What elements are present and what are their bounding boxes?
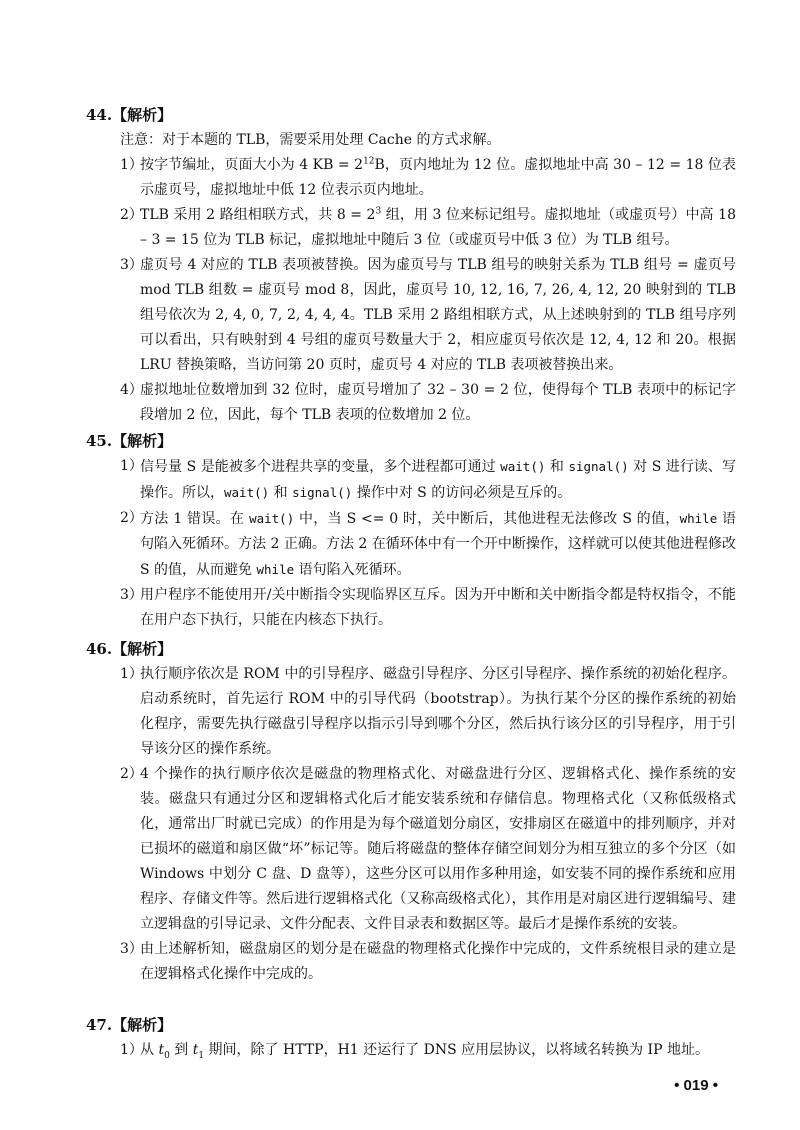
item-number: 4） [120,382,143,398]
subscript: 0 [164,1050,170,1061]
item-text: 从 [140,1042,159,1058]
item-text: 虚页号 4 对应的 TLB 表项被替换。因为虚页号与 TLB 组号的映射关系为 TLB 组号 = 虚页号 mod TLB 组数 = 虚页号 mod 8，因此，虚页号 10, 12, 16, 7, 26, 4, 12, 20 映射到的 TLB 组号依次为 2, 4, 0, 7, 2, 4, 4, 4。TLB 采用 2 路组相联方式，从上述映射到的 TLB 组号序列可以看出，只有映射到 4 号组的虚页号数量大于 2，相应虚页号依次是 12, 4, 12 和 20。根据 LRU 替换策略，当访问第 20 页时，虚页号 4 对应的 TLB 表项被替换出来。 [140,257,736,373]
question-44-item-4 [86,378,736,428]
question-47 [86,1012,736,1063]
item-text: 操作中对 S 的访问必须是互斥的。 [352,485,572,501]
item-number: 2） [120,207,143,223]
item-text: 由上述解析知，磁盘扇区的划分是在磁盘的物理格式化操作中完成的，文件系统根目录的建立是在逻辑格式化操作中完成的。 [140,941,736,982]
code-while: while [679,511,718,526]
variable-t: t [192,1042,199,1058]
question-44 [86,102,736,428]
item-text: 中，当 S <= 0 时，关中断后，其他进程无法修改 S 的值， [294,511,680,527]
superscript: 3 [375,206,382,217]
item-text: 和 [269,485,293,501]
item-text: 按字节编址，页面大小为 4 KB = 2 [140,157,364,173]
question-45-item-1 [86,454,736,506]
item-number: 3） [120,941,143,957]
item-text: 执行顺序依次是 ROM 中的引导程序、磁盘引导程序、分区引导程序、操作系统的初始化程序。启动系统时，首先运行 ROM 中的引导代码（bootstrap）。为执行某个分区的操作系统的初始化程序，需要先执行磁盘引导程序以指示引导到哪个分区，然后执行该分区的引导程序，用于引导该分区的操作系统。 [140,666,736,757]
code-wait: wait() [500,459,546,474]
item-number: 1） [120,666,143,682]
item-text: 组，用 3 位来标记组号。虚拟地址（或虚页号）中高 18 – 3 = 15 位为 TLB 标记，虚拟地址中随后 3 位（或虚页号中低 3 位）为 TLB 组号。 [140,207,736,248]
question-46-item-2 [86,762,736,937]
item-text: 语句陷入死循环。 [294,562,411,578]
code-signal: signal() [292,485,353,500]
question-44-title: 44.【解析】 [86,106,173,124]
question-45-item-3 [86,583,736,633]
item-text: TLB 采用 2 路组相联方式，共 8 = 2 [140,207,376,223]
question-46-item-3 [86,937,736,987]
item-number: 1） [120,1042,143,1058]
item-number: 2） [120,510,143,526]
item-number: 3） [120,587,143,603]
question-45-item-2 [86,506,736,583]
question-44-item-3 [86,253,736,378]
code-wait: wait() [249,511,295,526]
question-47-item-1 [86,1038,736,1063]
variable-t: t [158,1042,165,1058]
item-text: 语句陷入死循环。方法 2 正确。方法 2 在循环体中有一个开中断操作，这样就可以使其他进程修改 S 的值，从而避免 [140,511,737,578]
question-47-title: 47.【解析】 [86,1016,173,1034]
question-44-note: 注意：对于本题的 TLB，需要采用处理 Cache 的方式求解。 [120,132,501,148]
code-while: while [256,562,295,577]
question-46 [86,636,736,987]
item-text: 到 [169,1042,193,1058]
page-number: • 019 • [674,1077,718,1094]
question-44-item-2 [86,203,736,253]
code-signal: signal() [568,459,629,474]
item-text: 虚拟地址位数增加到 32 位时，虚页号增加了 32 – 30 = 2 位，使得每个 TLB 表项中的标记字段增加 2 位，因此，每个 TLB 表项的位数增加 2 位。 [140,382,736,423]
item-text: 方法 1 错误。在 [140,511,250,527]
question-44-item-1 [86,153,736,203]
superscript: 12 [363,156,375,167]
subscript: 1 [198,1050,205,1061]
item-number: 2） [120,766,143,782]
question-45 [86,428,736,633]
item-number: 1） [120,458,143,474]
item-number: 3） [120,257,143,273]
item-text: B，页内地址为 12 位。虚拟地址中高 30 – 12 = 18 位表示虚页号，虚拟地址中低 12 位表示页内地址。 [140,157,736,198]
code-wait: wait() [224,485,270,500]
item-text: 用户程序不能使用开/关中断指令实现临界区互斥。因为开中断和关中断指令都是特权指令，不能在用户态下执行，只能在内核态下执行。 [140,587,736,628]
item-number: 1） [120,157,143,173]
item-text: 4 个操作的执行顺序依次是磁盘的物理格式化、对磁盘进行分区、逻辑格式化、操作系统的安装。磁盘只有通过分区和逻辑格式化后才能安装系统和存储信息。物理格式化（又称低级格式化，通常出厂时就已完成）的作用是为每个磁道划分扇区，安排扇区在磁道中的排列顺序，并对已损坏的磁道和扇区做“坏”标记等。随后将磁盘的整体存储空间划分为相互独立的多个分区（如 Windows 中划分 C 盘、D 盘等），这些分区可以用作多种用途，如安装不同的操作系统和应用程序、存储文件等。然后进行逻辑格式化（又称高级格式化），其作用是对扇区进行逻辑编号、建立逻辑盘的引导记录、文件分配表、文件目录表和数据区等。最后才是操作系统的安装。 [140,766,736,932]
question-46-title: 46.【解析】 [86,640,173,658]
item-text: 信号量 S 是能被多个进程共享的变量，多个进程都可通过 [140,459,501,475]
item-text: 期间，除了 HTTP，H1 还运行了 DNS 应用层协议，以将域名转换为 IP 地址。 [204,1042,709,1058]
item-text: 和 [545,459,569,475]
question-45-title: 45.【解析】 [86,432,173,450]
item-text: 对 S 进行读、写操作。所以， [140,459,736,501]
question-46-item-1 [86,662,736,762]
